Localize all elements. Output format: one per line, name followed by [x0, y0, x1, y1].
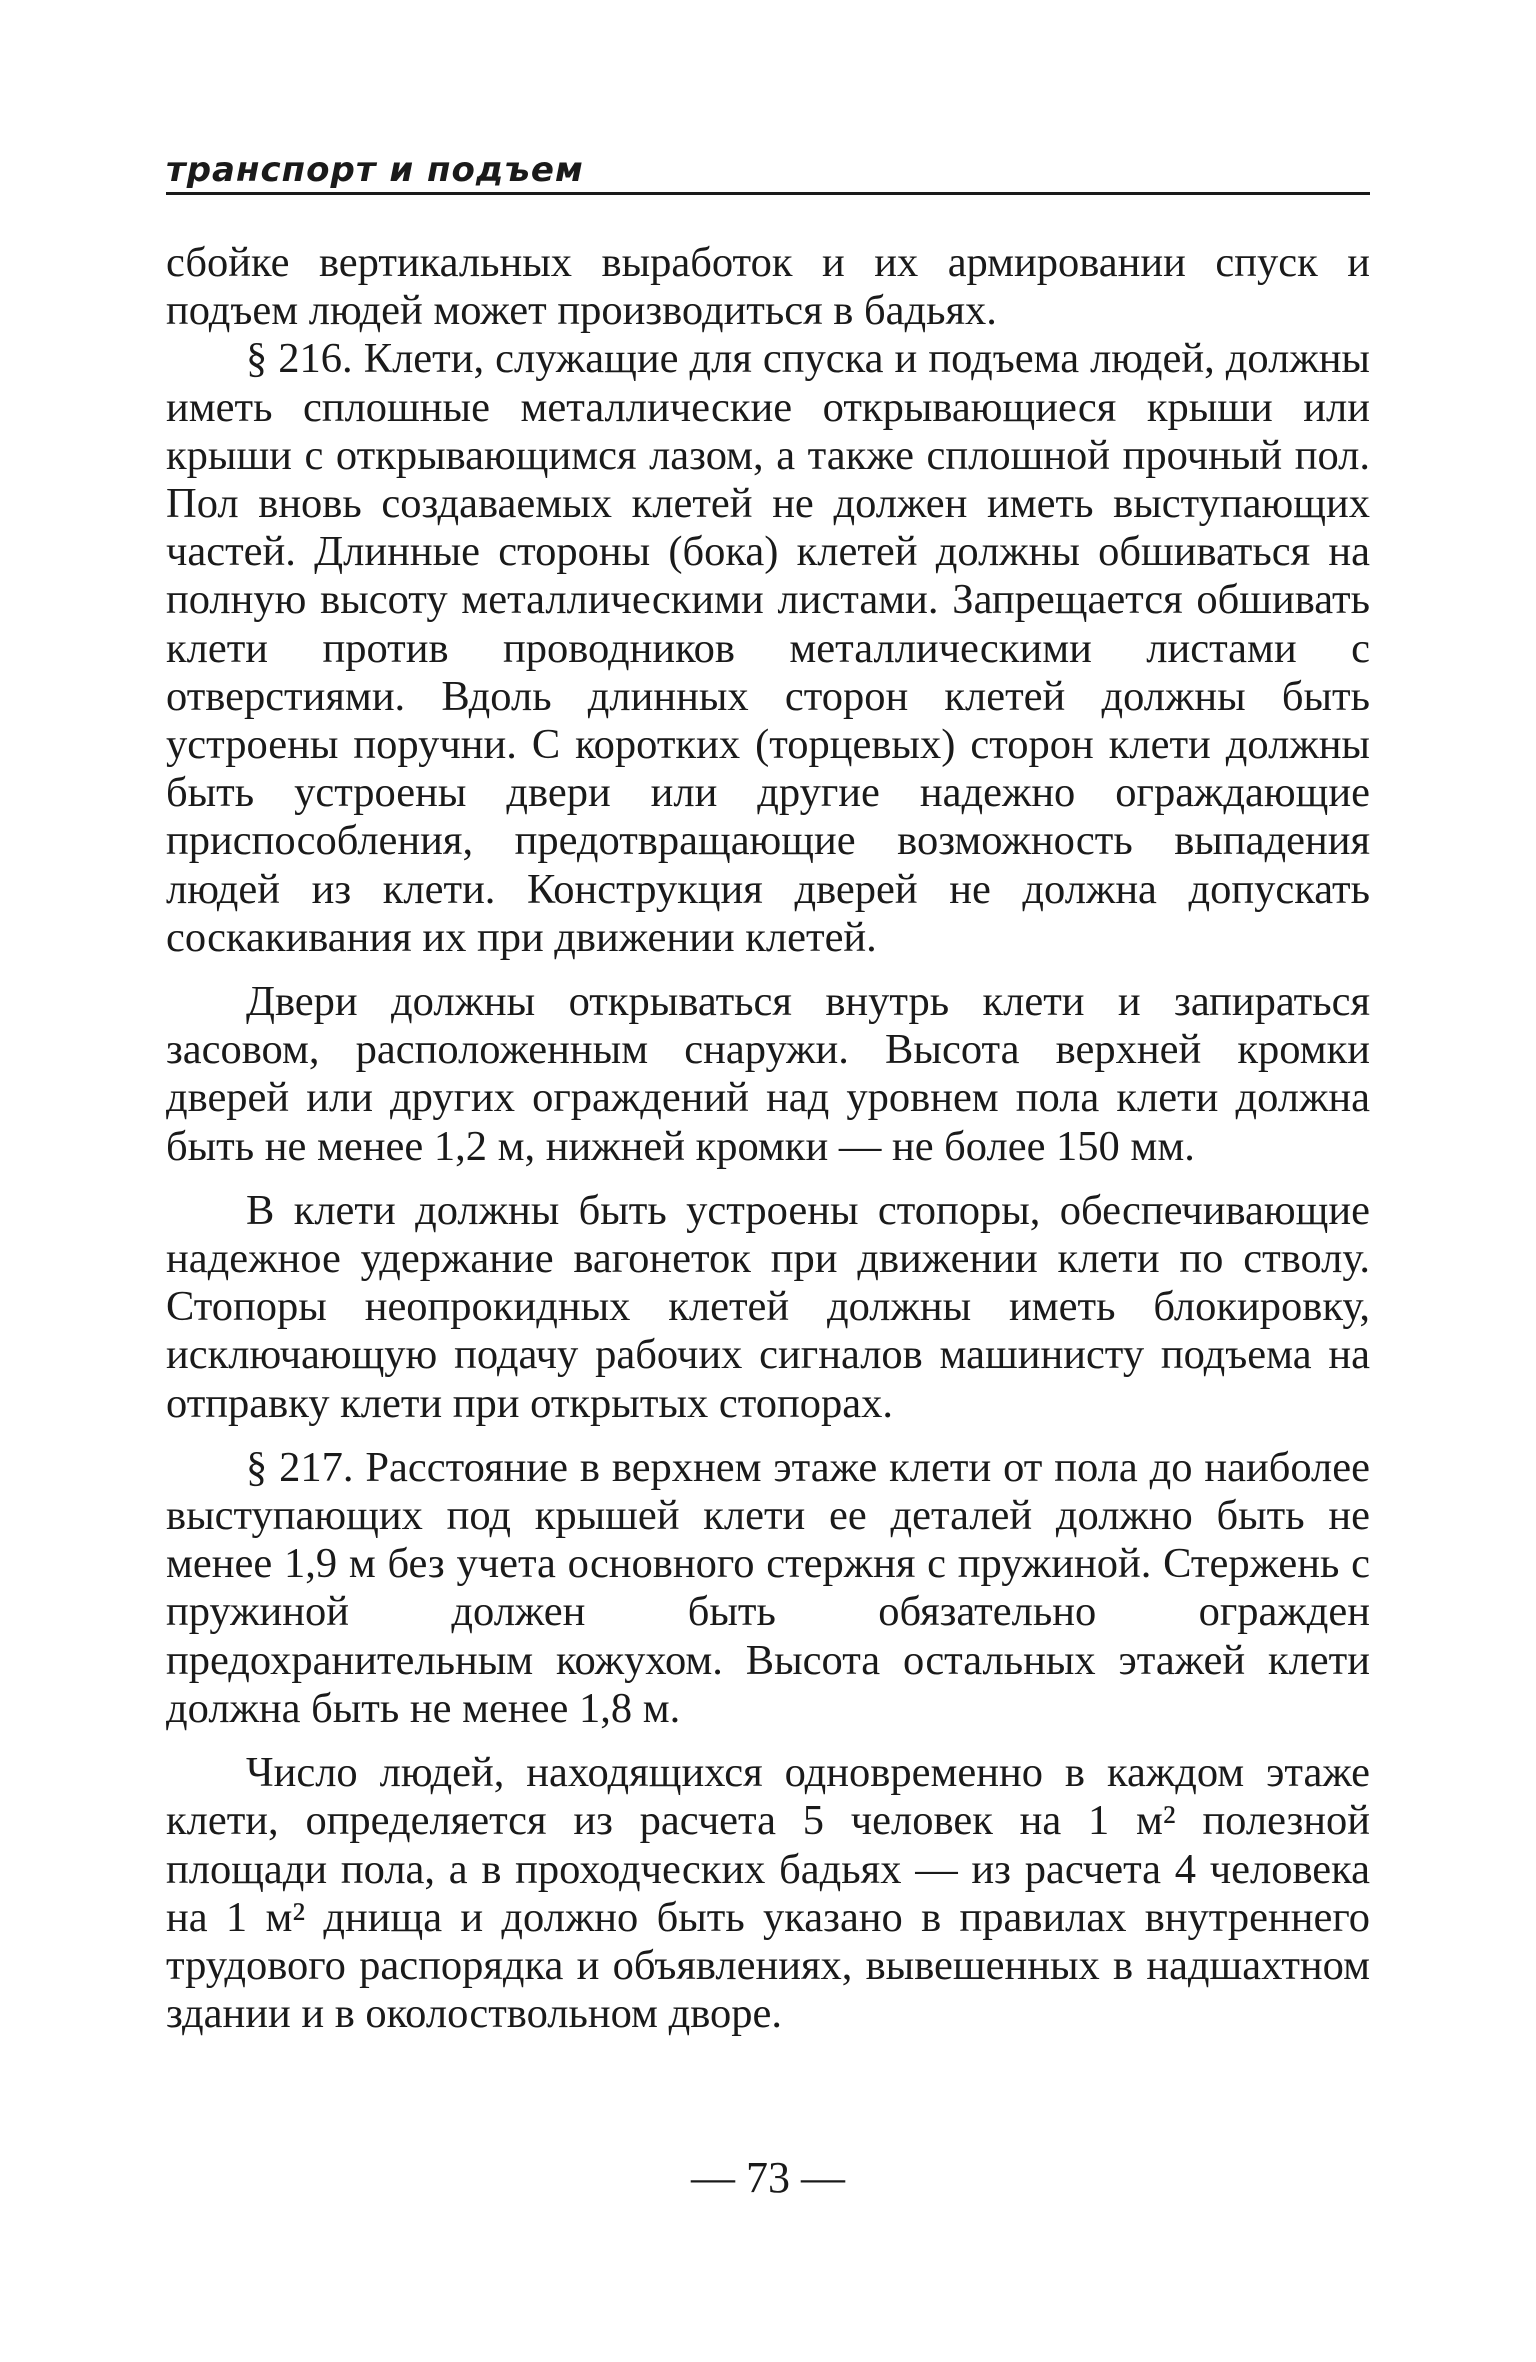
paragraph-stoppers: В клети должны быть устроены стопоры, обеспечивающие надежное удержание вагонеток при движении клети по стволу. Стопоры неопрокидных клетей должны иметь блокировку, исключающую подачу рабочих сигналов машинисту подъема на отправку клети при открытых стопорах. [166, 1186, 1370, 1427]
page [166, 150, 1370, 2038]
paragraph-217: § 217. Расстояние в верхнем этаже клети от пола до наиболее выступающих под крышей клети ее деталей должно быть не менее 1,9 м без учета основного стержня с пружиной. Стержень с пружиной должен быть обязательно огражден предохранительным кожухом. Высота остальных этажей клети должна быть не менее 1,8 м. [166, 1443, 1370, 1732]
page-number: — 73 — [691, 2153, 845, 2202]
paragraph-216: § 216. Клети, служащие для спуска и подъема людей, должны иметь сплошные металлические открывающиеся крыши или крыши с открывающимся лазом, а также сплошной прочный пол. Пол вновь создаваемых клетей не должен иметь выступающих частей. Длинные стороны (бока) клетей должны обшиваться на полную высоту металлическими листами. Запрещается обшивать клети против проводников металлическими листами с отверстиями. Вдоль длинных сторон клетей должны быть устроены поручни. С коротких (торцевых) сторон клети должны быть устроены двери или другие надежно ограждающие приспособления, предотвращающие возможность выпадения людей из клети. Конструкция дверей не должна допускать соскакивания их при движении клетей. [166, 335, 1370, 961]
running-head: транспорт и подъем [166, 150, 1370, 195]
body-text [166, 239, 1370, 2038]
paragraph-continuation: сбойке вертикальных выработок и их армировании спуск и подъем людей может производиться в бадьях. [166, 239, 1370, 335]
paragraph-people-count: Число людей, находящихся одновременно в каждом этаже клети, определяется из расчета 5 человек на 1 м² полезной площади пола, а в проходческих бадьях — из расчета 4 человека на 1 м² днища и должно быть указано в правилах внутреннего трудового распорядка и объявлениях, вывешенных в надшахтном здании и в околоствольном дворе. [166, 1749, 1370, 2038]
paragraph-doors: Двери должны открываться внутрь клети и запираться засовом, расположенным снаружи. Высота верхней кромки дверей или других ограждений над уровнем пола клети должна быть не менее 1,2 м, нижней кромки — не более 150 мм. [166, 978, 1370, 1170]
